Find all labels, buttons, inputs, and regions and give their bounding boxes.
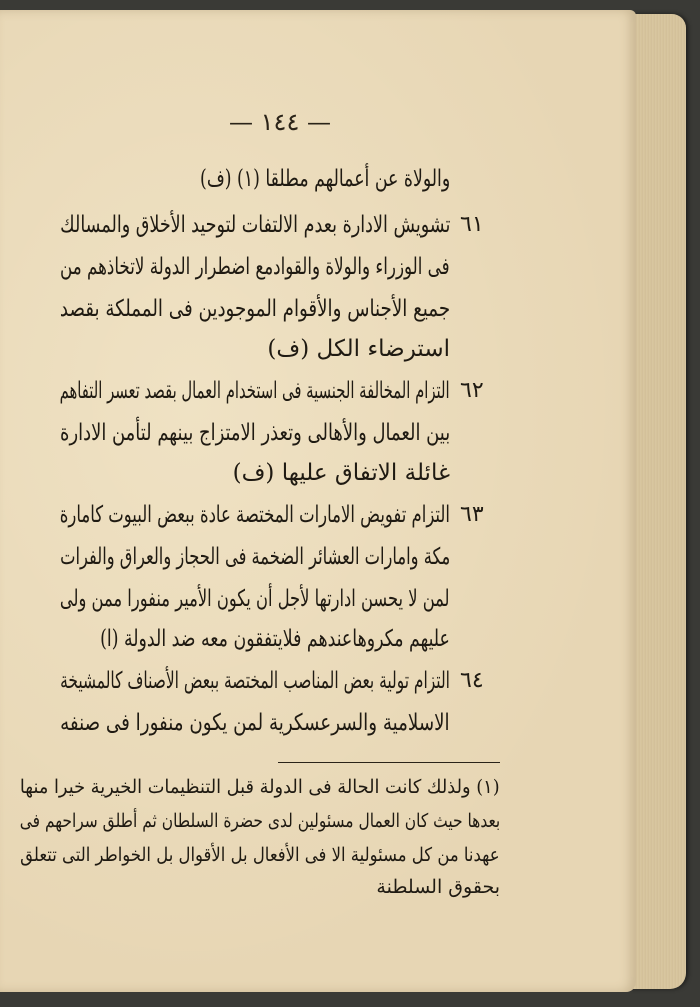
item-number: ٦٢	[460, 378, 484, 403]
page-edges	[630, 14, 686, 989]
item-number: ٦٣	[460, 502, 484, 527]
footnote-separator	[278, 762, 500, 763]
item-number: ٦٤	[460, 668, 484, 693]
book-page: — ١٤٤ — والولاة عن أعمالهم مطلقا (١) (ف) تشويش الادارة بعدم الالتفات لتوحيد الأخلاق والمسالك ٦١ فى الوزراء والولاة والقوادمع اضطرار الدولة لاتخاذهم من جميع الأجناس والأقوام الموجودين فى المملكة بقصد استرضاء الكل (ف) التزام المخالفة الجنسية فى استخدام العمال بقصد تعسر التفاهم ٦٢ بين العمال والأهالى وتعذر الامتزاج بينهم لتأمن الادارة غائلة الاتفاق عليها (ف) التزام تفويض الامارات المختصة عادة ببعض البيوت كامارة ٦٣ مكة وامارات العشائر الضخمة فى الحجاز والعراق والفرات لمن لا يحسن ادارتها لأجل أن يكون الأمير منفورا ممن ولى عليهم مكروهاعندهم فلايتفقون معه ضد الدولة (ا) التزام تولية بعض المناصب المختصة ببعض الأصناف كالمشيخة ٦٤ الاسلامية والسرعسكرية لمن يكون منفورا فى صنفه (١) ولذلك كانت الحالة فى الدولة قبل التنظيمات الخيرية خيرا منها بعدها حيث كان العمال مسئولين لدى حضرة السلطان ثم أطلق سراحهم فى عهدنا من كل مسئولية الا فى الأفعال بل الأقوال بل الخواطر التى تتعلق بحقوق السلطنة	[0, 10, 636, 992]
item-number: ٦١	[460, 212, 484, 237]
page-number: — ١٤٤ —	[229, 108, 331, 136]
